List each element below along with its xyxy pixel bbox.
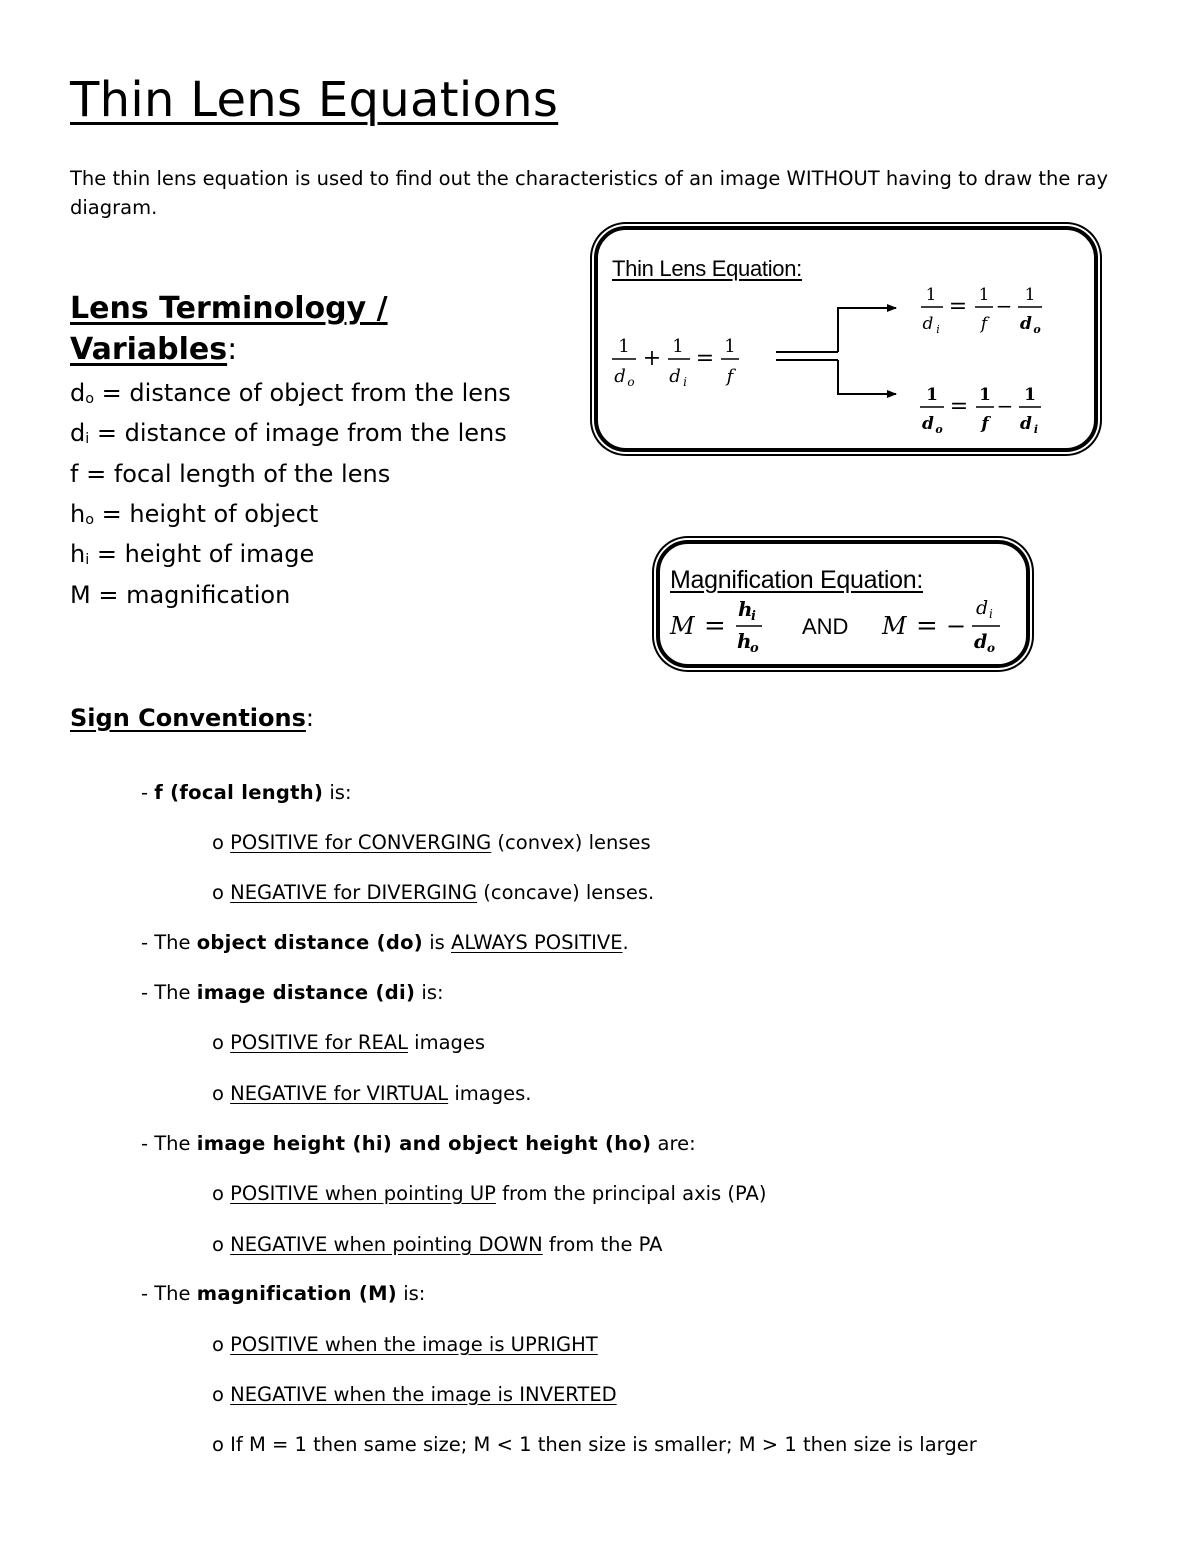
- rule-label: magnification (M): [196, 1282, 398, 1305]
- denominator-d: d: [669, 366, 681, 387]
- sub-bullet: o: [212, 1333, 231, 1356]
- sub-bullet: o: [212, 1031, 231, 1054]
- height-positive: [212, 1182, 766, 1205]
- height-negative: [212, 1233, 663, 1256]
- focal-length-positive: [212, 831, 651, 854]
- terminology-heading-text: Lens Terminology / Variables: [70, 291, 388, 367]
- sub-bullet: o: [212, 1383, 231, 1406]
- thin-lens-equation-box: [594, 226, 1098, 452]
- magnification-box-title: Magnification Equation:: [670, 566, 923, 594]
- variable-symbol: h: [70, 500, 86, 529]
- rule-text: images: [407, 1031, 486, 1054]
- thin-lens-equation-figure: [598, 230, 1094, 448]
- rule-emphasis: POSITIVE when the image is UPRIGHT: [230, 1333, 598, 1356]
- variable-description: = distance of image from the lens: [89, 419, 507, 448]
- focal-length-negative: [212, 881, 654, 904]
- bullet-dash: -: [141, 1282, 155, 1305]
- rule-text: (convex) lenses: [491, 831, 651, 854]
- variable-list: [70, 376, 511, 618]
- rule-prefix: The: [154, 1132, 197, 1155]
- minus-sign: −: [946, 612, 967, 640]
- plus-sign: +: [642, 346, 662, 371]
- bullet-dash: -: [141, 981, 155, 1004]
- rule-emphasis: POSITIVE for REAL: [230, 1031, 408, 1054]
- variable-description: = height of object: [94, 500, 319, 529]
- denominator-f: f: [981, 414, 989, 434]
- numerator-1: 1: [618, 336, 630, 357]
- subscript-i: i: [1033, 423, 1039, 436]
- variable-subscript: o: [85, 391, 95, 408]
- subscript-o: o: [935, 423, 943, 436]
- sub-bullet: o: [212, 1182, 231, 1205]
- bullet-dash: -: [141, 781, 155, 804]
- variable-description: = distance of object from the lens: [94, 379, 511, 407]
- variable-subscript: i: [85, 552, 90, 569]
- variable-symbol: d: [70, 419, 86, 448]
- denominator-d: d: [614, 366, 626, 387]
- subscript-i: i: [751, 609, 756, 624]
- rule-middle: is: [423, 931, 452, 954]
- rule-label: image distance (di): [196, 981, 416, 1004]
- magnification-positive: [212, 1333, 598, 1356]
- subscript-i: i: [683, 375, 687, 389]
- symbol-m: M: [882, 612, 907, 640]
- numerator-1: 1: [925, 285, 937, 305]
- minus-sign: −: [995, 294, 1013, 318]
- magnification-equation-2: [881, 597, 1000, 655]
- rule-suffix: is:: [397, 1282, 426, 1305]
- variable-item-hi: [70, 537, 511, 577]
- rule-label: object distance (do): [196, 931, 424, 954]
- subscript-o: o: [750, 641, 759, 656]
- magnification-equation-1: [669, 597, 762, 656]
- magnification-rule: [141, 1282, 425, 1305]
- numerator-1: 1: [978, 285, 990, 305]
- denominator-d: d: [922, 314, 934, 334]
- and-connector: AND: [802, 614, 849, 639]
- variable-symbol: f: [70, 459, 79, 488]
- equals-sign: =: [948, 294, 968, 319]
- bullet-dash: -: [141, 931, 155, 954]
- rule-emphasis: NEGATIVE when pointing DOWN: [230, 1233, 543, 1256]
- sign-conventions-heading: [70, 704, 314, 732]
- arrow-up: [838, 308, 896, 352]
- variable-item-do: [70, 376, 511, 416]
- denominator-d: d: [922, 414, 934, 434]
- sub-bullet: o: [212, 831, 231, 854]
- rule-emphasis: POSITIVE for CONVERGING: [230, 831, 492, 854]
- sign-conventions-heading-text: Sign Conventions: [70, 704, 306, 732]
- solved-for-do-equation: [920, 385, 1041, 436]
- rule-label: f (focal length): [154, 781, 324, 804]
- minus-sign: −: [996, 394, 1014, 418]
- variable-symbol: h: [70, 540, 86, 569]
- rule-text: from the PA: [542, 1233, 663, 1256]
- sign-conventions-heading-colon: :: [305, 704, 314, 732]
- magnification-equation-box: [656, 540, 1030, 668]
- intro-paragraph: The thin lens equation is used to find out the characteristics of an image WITHOUT having to draw the ray diagram.: [70, 167, 1109, 219]
- image-distance-rule: [141, 981, 444, 1004]
- variable-item-f: [70, 457, 511, 497]
- subscript-o: o: [1033, 323, 1041, 336]
- subscript-i: i: [989, 607, 993, 621]
- variable-symbol: d: [70, 379, 86, 407]
- equals-sign: =: [695, 346, 715, 371]
- denominator-d: d: [974, 631, 988, 653]
- height-rule: [141, 1132, 696, 1155]
- image-distance-positive: [212, 1031, 485, 1054]
- branch-arrows: [776, 308, 896, 394]
- numerator-1: 1: [1024, 385, 1036, 405]
- rule-prefix: The: [154, 1282, 197, 1305]
- page-title: Thin Lens Equations: [70, 72, 559, 128]
- variable-symbol: M: [70, 580, 91, 609]
- numerator-1: 1: [672, 336, 684, 357]
- solved-for-di-equation: [921, 285, 1042, 336]
- numerator-1: 1: [1024, 285, 1036, 305]
- magnification-equation-figure: [660, 544, 1026, 664]
- rule-emphasis: ALWAYS POSITIVE: [451, 931, 623, 954]
- rule-suffix: is:: [415, 981, 444, 1004]
- rule-text: (concave) lenses.: [477, 881, 655, 904]
- denominator-d: d: [1020, 314, 1032, 334]
- rule-emphasis: NEGATIVE for DIVERGING: [230, 881, 478, 904]
- rule-suffix: are:: [651, 1132, 696, 1155]
- variable-item-ho: [70, 497, 511, 537]
- magnification-size-rule: [212, 1433, 977, 1456]
- rule-emphasis: NEGATIVE for VIRTUAL: [230, 1082, 449, 1105]
- focal-length-rule: [141, 781, 352, 804]
- rule-text: images.: [448, 1082, 532, 1105]
- variable-subscript: o: [85, 512, 95, 529]
- rule-emphasis: NEGATIVE when the image is INVERTED: [230, 1383, 617, 1406]
- rule-end: .: [622, 931, 629, 954]
- bullet-dash: -: [141, 1132, 155, 1155]
- numerator-1: 1: [926, 385, 938, 405]
- main-equation: [612, 336, 739, 389]
- rule-text: from the principal axis (PA): [495, 1182, 767, 1205]
- rule-text: If M = 1 then same size; M < 1 then size is smaller; M > 1 then size is larger: [230, 1433, 977, 1456]
- symbol-m: M: [670, 612, 695, 640]
- thin-lens-box-title: Thin Lens Equation:: [612, 256, 802, 281]
- subscript-i: i: [936, 323, 940, 336]
- equals-sign: =: [704, 611, 726, 641]
- sub-bullet: o: [212, 1233, 231, 1256]
- sub-bullet: o: [212, 881, 231, 904]
- rule-prefix: The: [154, 931, 197, 954]
- equals-sign: =: [916, 611, 938, 641]
- terminology-heading: [70, 288, 490, 370]
- terminology-heading-colon: :: [227, 332, 238, 367]
- denominator-d: d: [1020, 414, 1032, 434]
- denominator-f: f: [726, 366, 734, 387]
- subscript-o: o: [987, 641, 996, 655]
- variable-subscript: i: [85, 431, 90, 448]
- denominator-h: h: [737, 629, 752, 653]
- numerator-h: h: [738, 597, 753, 621]
- rule-suffix: is:: [323, 781, 352, 804]
- numerator-1: 1: [724, 336, 736, 357]
- variable-item-di: [70, 416, 511, 456]
- equals-sign: =: [949, 394, 969, 419]
- object-distance-rule: [141, 931, 629, 954]
- image-distance-negative: [212, 1082, 531, 1105]
- numerator-d: d: [976, 597, 989, 619]
- subscript-o: o: [627, 375, 635, 389]
- rule-emphasis: POSITIVE when pointing UP: [230, 1182, 496, 1205]
- variable-description: = focal length of the lens: [78, 459, 391, 488]
- variable-description: = height of image: [89, 540, 315, 569]
- numerator-1: 1: [979, 385, 991, 405]
- denominator-f: f: [980, 314, 988, 334]
- magnification-negative: [212, 1383, 617, 1406]
- arrow-down: [838, 360, 896, 394]
- rule-label: image height (hi) and object height (ho): [196, 1132, 652, 1155]
- variable-item-m: [70, 578, 511, 618]
- variable-description: = magnification: [90, 580, 291, 609]
- sub-bullet: o: [212, 1433, 231, 1456]
- rule-prefix: The: [154, 981, 197, 1004]
- sub-bullet: o: [212, 1082, 231, 1105]
